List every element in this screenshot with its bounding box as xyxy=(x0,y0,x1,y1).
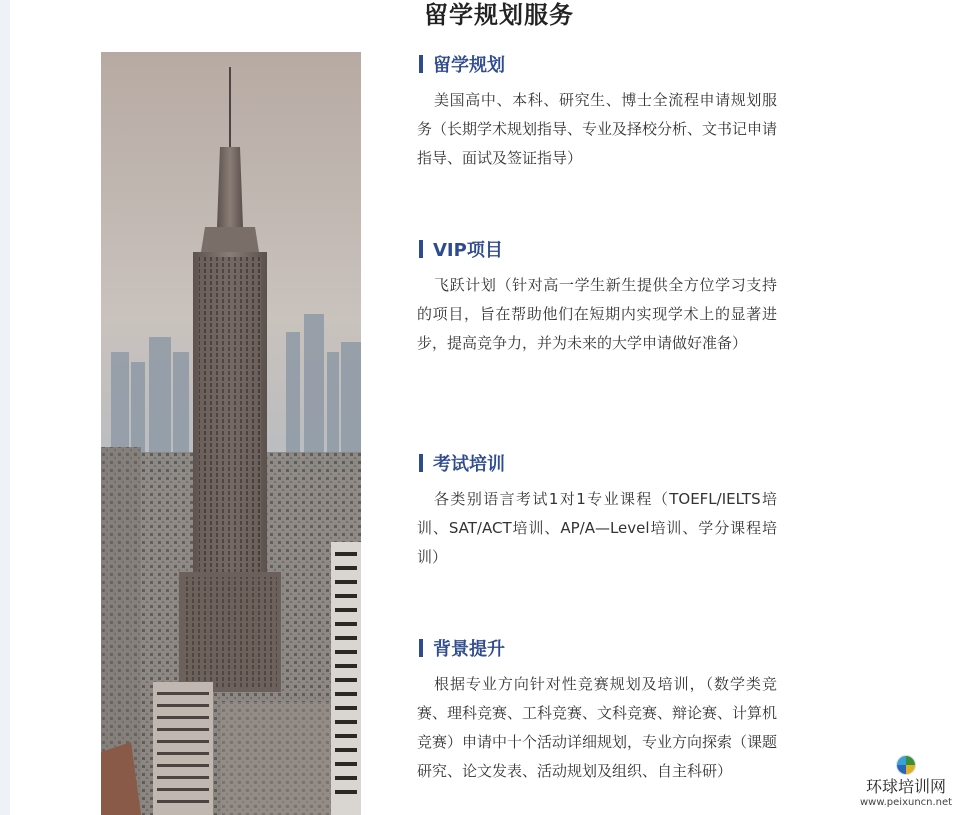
globe-icon xyxy=(896,755,916,775)
section-title: 背景提升 xyxy=(433,639,505,660)
section-exam-training xyxy=(417,451,777,572)
left-edge-strip xyxy=(0,0,10,815)
section-marker-bar xyxy=(419,639,423,657)
section-heading xyxy=(417,636,777,660)
section-body: 根据专业方向针对性竞赛规划及培训，（数学类竞赛、理科竞赛、工科竞赛、文科竞赛、辩论赛、计算机竞赛）申请中十个活动详细规划，专业方向探索（课题研究、论文发表、活动规划及组织、自主科研） xyxy=(417,675,778,780)
section-title: 考试培训 xyxy=(433,454,505,475)
section-heading xyxy=(417,237,777,261)
watermark-logo xyxy=(860,755,952,807)
section-body: 各类别语言考试1对1专业课程（TOEFL/IELTS培训、SAT/ACT培训、AP/A—Level培训、学分课程培训） xyxy=(417,490,777,566)
section-marker-bar xyxy=(419,454,423,472)
page-title: 留学规划服务 xyxy=(424,1,574,29)
section-heading xyxy=(417,451,777,475)
section-marker-bar xyxy=(419,240,423,258)
section-vip-program xyxy=(417,237,777,358)
section-background-enhancement xyxy=(417,636,777,786)
section-heading xyxy=(417,52,777,76)
skyscraper-photo xyxy=(101,52,361,815)
section-title: VIP项目 xyxy=(433,240,503,261)
section-marker-bar xyxy=(419,55,423,73)
section-body: 美国高中、本科、研究生、博士全流程申请规划服务（长期学术规划指导、专业及择校分析、文书记申请指导、面试及签证指导） xyxy=(417,91,778,167)
section-body: 飞跃计划（针对高一学生新生提供全方位学习支持的项目，旨在帮助他们在短期内实现学术上的显著进步，提高竞争力，并为未来的大学申请做好准备） xyxy=(417,276,777,352)
watermark-name: 环球培训网 xyxy=(865,777,946,796)
section-title: 留学规划 xyxy=(433,55,505,76)
watermark-url: www.peixuncn.net xyxy=(860,797,953,808)
section-study-planning xyxy=(417,52,777,173)
